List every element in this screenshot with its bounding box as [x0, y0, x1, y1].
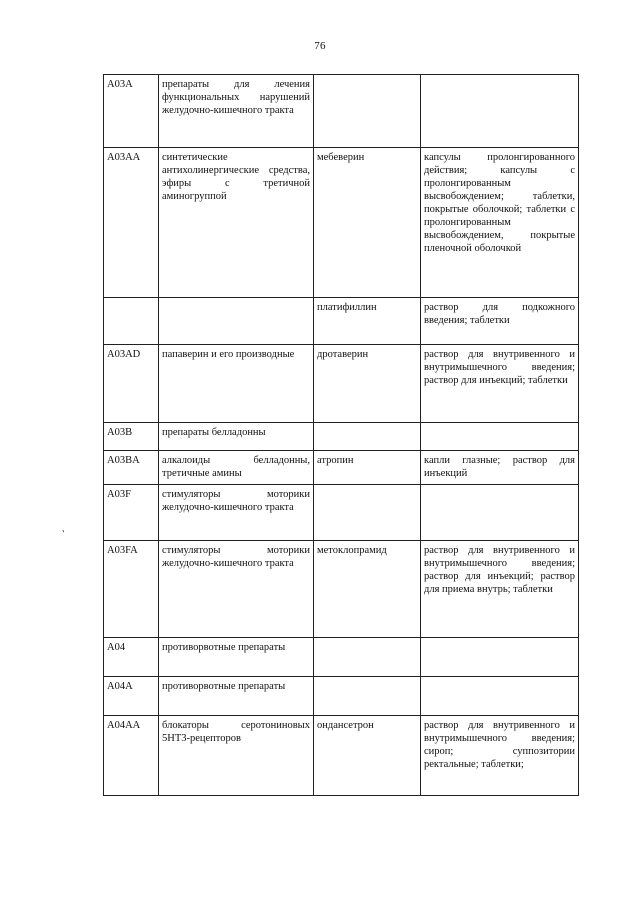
group-name-cell: папаверин и его производные [159, 345, 314, 423]
atc-code-cell: A03AA [104, 148, 159, 298]
table-row [104, 541, 579, 638]
dosage-forms-cell: капли глазные; раствор для инъекций [421, 451, 579, 485]
atc-code-cell: A03AD [104, 345, 159, 423]
drug-name-cell: метоклопрамид [314, 541, 421, 638]
dosage-forms-cell: капсулы пролонгированного действия; капсулы с пролонгированным высвобождением; таблетки, покрытые оболочкой; таблетки с пролонгированным высвобождением, покрытые пленочной оболочкой [421, 148, 579, 298]
table-row [104, 423, 579, 451]
group-name-cell: препараты белладонны [159, 423, 314, 451]
group-name-cell: стимуляторы моторики желудочно-кишечного тракта [159, 541, 314, 638]
page-number: 76 [314, 40, 326, 52]
dosage-forms-cell [421, 638, 579, 677]
table-row [104, 716, 579, 796]
atc-code-cell: A03F [104, 485, 159, 541]
group-name-cell: противорвотные препараты [159, 638, 314, 677]
atc-code-cell: A03A [104, 75, 159, 148]
drug-name-cell: атропин [314, 451, 421, 485]
dosage-forms-cell: раствор для внутривенного и внутримышечного введения; раствор для инъекций; раствор для приема внутрь; таблетки [421, 541, 579, 638]
group-name-cell: алкалоиды белладонны, третичные амины [159, 451, 314, 485]
table-row [104, 638, 579, 677]
dosage-forms-cell [421, 677, 579, 716]
drug-name-cell [314, 485, 421, 541]
table-row [104, 148, 579, 298]
table-row [104, 451, 579, 485]
drug-name-cell [314, 677, 421, 716]
atc-code-cell: A03FA [104, 541, 159, 638]
atc-code-cell: A04AA [104, 716, 159, 796]
stray-mark: ˏ [61, 520, 69, 534]
table-row [104, 485, 579, 541]
dosage-forms-cell: раствор для внутривенного и внутримышечного введения; сироп; суппозитории ректальные; таблетки; [421, 716, 579, 796]
drug-name-cell [314, 423, 421, 451]
drug-name-cell: мебеверин [314, 148, 421, 298]
group-name-cell: противорвотные препараты [159, 677, 314, 716]
dosage-forms-cell: раствор для подкожного введения; таблетки [421, 298, 579, 345]
atc-code-cell: A04A [104, 677, 159, 716]
atc-code-cell [104, 298, 159, 345]
drug-name-cell [314, 638, 421, 677]
atc-code-cell: A04 [104, 638, 159, 677]
dosage-forms-cell [421, 75, 579, 148]
group-name-cell: препараты для лечения функциональных нарушений желудочно-кишечного тракта [159, 75, 314, 148]
group-name-cell: блокаторы серотониновых 5HT3-рецепторов [159, 716, 314, 796]
drug-name-cell: платифиллин [314, 298, 421, 345]
table-row [104, 677, 579, 716]
table-row [104, 345, 579, 423]
drug-name-cell: ондансетрон [314, 716, 421, 796]
drug-name-cell [314, 75, 421, 148]
drug-table [103, 74, 579, 796]
table-row [104, 298, 579, 345]
drug-name-cell: дротаверин [314, 345, 421, 423]
dosage-forms-cell [421, 485, 579, 541]
atc-code-cell: A03BA [104, 451, 159, 485]
group-name-cell: синтетические антихолинергические средства, эфиры с третичной аминогруппой [159, 148, 314, 298]
dosage-forms-cell: раствор для внутривенного и внутримышечного введения; раствор для инъекций; таблетки [421, 345, 579, 423]
table-body [104, 75, 579, 796]
group-name-cell [159, 298, 314, 345]
dosage-forms-cell [421, 423, 579, 451]
table-row [104, 75, 579, 148]
group-name-cell: стимуляторы моторики желудочно-кишечного тракта [159, 485, 314, 541]
atc-code-cell: A03B [104, 423, 159, 451]
